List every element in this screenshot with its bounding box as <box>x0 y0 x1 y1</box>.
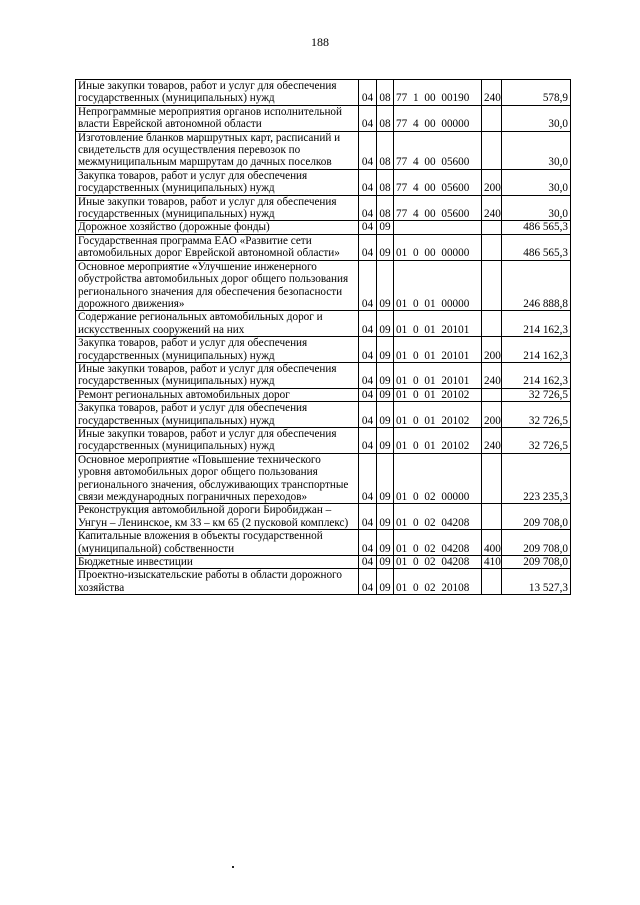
table-row <box>76 337 571 363</box>
expense-type-code: 240 <box>482 362 502 388</box>
subsection-code: 09 <box>377 260 394 311</box>
target-article-code: 77 4 00 05600 <box>394 131 482 169</box>
section-code: 04 <box>359 402 377 428</box>
amount: 214 162,3 <box>502 362 571 388</box>
expense-type-code: 200 <box>482 169 502 195</box>
section-code: 04 <box>359 234 377 260</box>
amount: 30,0 <box>502 169 571 195</box>
section-code: 04 <box>359 337 377 363</box>
section-code: 04 <box>359 80 377 106</box>
item-name: Государственная программа ЕАО «Развитие сети автомобильных дорог Еврейской автономной области» <box>76 234 359 260</box>
subsection-code: 09 <box>377 311 394 337</box>
subsection-code: 08 <box>377 195 394 221</box>
amount: 214 162,3 <box>502 337 571 363</box>
subsection-code: 09 <box>377 530 394 556</box>
item-name: Изготовление бланков маршрутных карт, расписаний и свидетельств для осуществления перевозок по межмуниципальным маршрутам до дачных поселков <box>76 131 359 169</box>
amount: 246 888,8 <box>502 260 571 311</box>
expense-type-code: 240 <box>482 195 502 221</box>
target-article-code: 01 0 02 04208 <box>394 530 482 556</box>
amount: 209 708,0 <box>502 530 571 556</box>
table-row <box>76 453 571 504</box>
target-article-code: 77 4 00 05600 <box>394 169 482 195</box>
subsection-code: 08 <box>377 169 394 195</box>
amount: 223 235,3 <box>502 453 571 504</box>
amount: 209 708,0 <box>502 556 571 569</box>
amount: 214 162,3 <box>502 311 571 337</box>
table-row <box>76 569 571 595</box>
expense-type-code <box>482 388 502 401</box>
section-code: 04 <box>359 427 377 453</box>
amount: 32 726,5 <box>502 388 571 401</box>
table-row <box>76 221 571 234</box>
target-article-code: 01 0 01 20102 <box>394 388 482 401</box>
item-name: Иные закупки товаров, работ и услуг для обеспечения государственных (муниципальных) нужд <box>76 427 359 453</box>
item-name: Ремонт региональных автомобильных дорог <box>76 388 359 401</box>
item-name: Основное мероприятие «Повышение технического уровня автомобильных дорог общего пользования регионального значения, обслуживающих транспортные связи международных пограничных переходов» <box>76 453 359 504</box>
subsection-code: 08 <box>377 105 394 131</box>
section-code: 04 <box>359 453 377 504</box>
table-row <box>76 388 571 401</box>
table-row <box>76 402 571 428</box>
item-name: Закупка товаров, работ и услуг для обеспечения государственных (муниципальных) нужд <box>76 337 359 363</box>
section-code: 04 <box>359 311 377 337</box>
expense-type-code: 200 <box>482 402 502 428</box>
section-code: 04 <box>359 362 377 388</box>
target-article-code: 01 0 02 04208 <box>394 556 482 569</box>
section-code: 04 <box>359 556 377 569</box>
target-article-code: 01 0 01 00000 <box>394 260 482 311</box>
expense-type-code: 410 <box>482 556 502 569</box>
subsection-code: 09 <box>377 504 394 530</box>
item-name: Иные закупки товаров, работ и услуг для обеспечения государственных (муниципальных) нужд <box>76 80 359 106</box>
table-row <box>76 530 571 556</box>
expense-type-code <box>482 453 502 504</box>
target-article-code: 01 0 01 20102 <box>394 402 482 428</box>
item-name: Реконструкция автомобильной дороги Биробиджан – Унгун – Ленинское, км 33 – км 65 (2 пусковой комплекс) <box>76 504 359 530</box>
item-name: Проектно-изыскательские работы в области дорожного хозяйства <box>76 569 359 595</box>
item-name: Закупка товаров, работ и услуг для обеспечения государственных (муниципальных) нужд <box>76 402 359 428</box>
target-article-code: 01 0 01 20102 <box>394 427 482 453</box>
table-row <box>76 362 571 388</box>
section-code: 04 <box>359 260 377 311</box>
table-row <box>76 427 571 453</box>
expense-type-code: 240 <box>482 80 502 106</box>
section-code: 04 <box>359 530 377 556</box>
expense-type-code <box>482 234 502 260</box>
subsection-code: 09 <box>377 569 394 595</box>
section-code: 04 <box>359 388 377 401</box>
target-article-code: 01 0 00 00000 <box>394 234 482 260</box>
table-row <box>76 311 571 337</box>
section-code: 04 <box>359 221 377 234</box>
expense-type-code <box>482 260 502 311</box>
budget-table <box>75 79 571 595</box>
subsection-code: 08 <box>377 80 394 106</box>
subsection-code: 09 <box>377 221 394 234</box>
item-name: Непрограммные мероприятия органов исполнительной власти Еврейской автономной области <box>76 105 359 131</box>
subsection-code: 09 <box>377 337 394 363</box>
subsection-code: 09 <box>377 388 394 401</box>
target-article-code: 01 0 02 00000 <box>394 453 482 504</box>
item-name: Иные закупки товаров, работ и услуг для обеспечения государственных (муниципальных) нужд <box>76 362 359 388</box>
target-article-code: 77 4 00 00000 <box>394 105 482 131</box>
expense-type-code: 200 <box>482 337 502 363</box>
item-name: Дорожное хозяйство (дорожные фонды) <box>76 221 359 234</box>
item-name: Закупка товаров, работ и услуг для обеспечения государственных (муниципальных) нужд <box>76 169 359 195</box>
subsection-code: 09 <box>377 427 394 453</box>
item-name: Капитальные вложения в объекты государственной (муниципальной) собственности <box>76 530 359 556</box>
subsection-code: 09 <box>377 234 394 260</box>
table-row <box>76 105 571 131</box>
subsection-code: 09 <box>377 453 394 504</box>
target-article-code: 01 0 01 20101 <box>394 362 482 388</box>
section-code: 04 <box>359 169 377 195</box>
subsection-code: 09 <box>377 402 394 428</box>
amount: 486 565,3 <box>502 234 571 260</box>
section-code: 04 <box>359 504 377 530</box>
table-row <box>76 80 571 106</box>
item-name: Содержание региональных автомобильных дорог и искусственных сооружений на них <box>76 311 359 337</box>
page-number: 188 <box>311 35 329 49</box>
expense-type-code <box>482 569 502 595</box>
table-row <box>76 556 571 569</box>
expense-type-code <box>482 105 502 131</box>
expense-type-code: 240 <box>482 427 502 453</box>
amount: 30,0 <box>502 105 571 131</box>
amount: 30,0 <box>502 195 571 221</box>
section-code: 04 <box>359 105 377 131</box>
subsection-code: 09 <box>377 362 394 388</box>
target-article-code: 77 1 00 00190 <box>394 80 482 106</box>
table-row <box>76 504 571 530</box>
table-row <box>76 260 571 311</box>
amount: 13 527,3 <box>502 569 571 595</box>
section-code: 04 <box>359 131 377 169</box>
subsection-code: 08 <box>377 131 394 169</box>
table-row <box>76 131 571 169</box>
target-article-code: 01 0 01 20101 <box>394 337 482 363</box>
scan-speck <box>232 866 234 868</box>
table-row <box>76 195 571 221</box>
target-article-code: 01 0 01 20101 <box>394 311 482 337</box>
amount: 209 708,0 <box>502 504 571 530</box>
expense-type-code: 400 <box>482 530 502 556</box>
expense-type-code <box>482 311 502 337</box>
amount: 32 726,5 <box>502 427 571 453</box>
subsection-code: 09 <box>377 556 394 569</box>
amount: 30,0 <box>502 131 571 169</box>
target-article-code: 77 4 00 05600 <box>394 195 482 221</box>
amount: 486 565,3 <box>502 221 571 234</box>
expense-type-code <box>482 504 502 530</box>
table-row <box>76 234 571 260</box>
target-article-code: 01 0 02 20108 <box>394 569 482 595</box>
amount: 578,9 <box>502 80 571 106</box>
target-article-code <box>394 221 482 234</box>
amount: 32 726,5 <box>502 402 571 428</box>
item-name: Иные закупки товаров, работ и услуг для обеспечения государственных (муниципальных) нужд <box>76 195 359 221</box>
expense-type-code <box>482 221 502 234</box>
expense-type-code <box>482 131 502 169</box>
item-name: Бюджетные инвестиции <box>76 556 359 569</box>
section-code: 04 <box>359 195 377 221</box>
section-code: 04 <box>359 569 377 595</box>
target-article-code: 01 0 02 04208 <box>394 504 482 530</box>
item-name: Основное мероприятие «Улучшение инженерного обустройства автомобильных дорог общего пользования регионального значения для обеспечения безопасности дорожного движения» <box>76 260 359 311</box>
table-row <box>76 169 571 195</box>
